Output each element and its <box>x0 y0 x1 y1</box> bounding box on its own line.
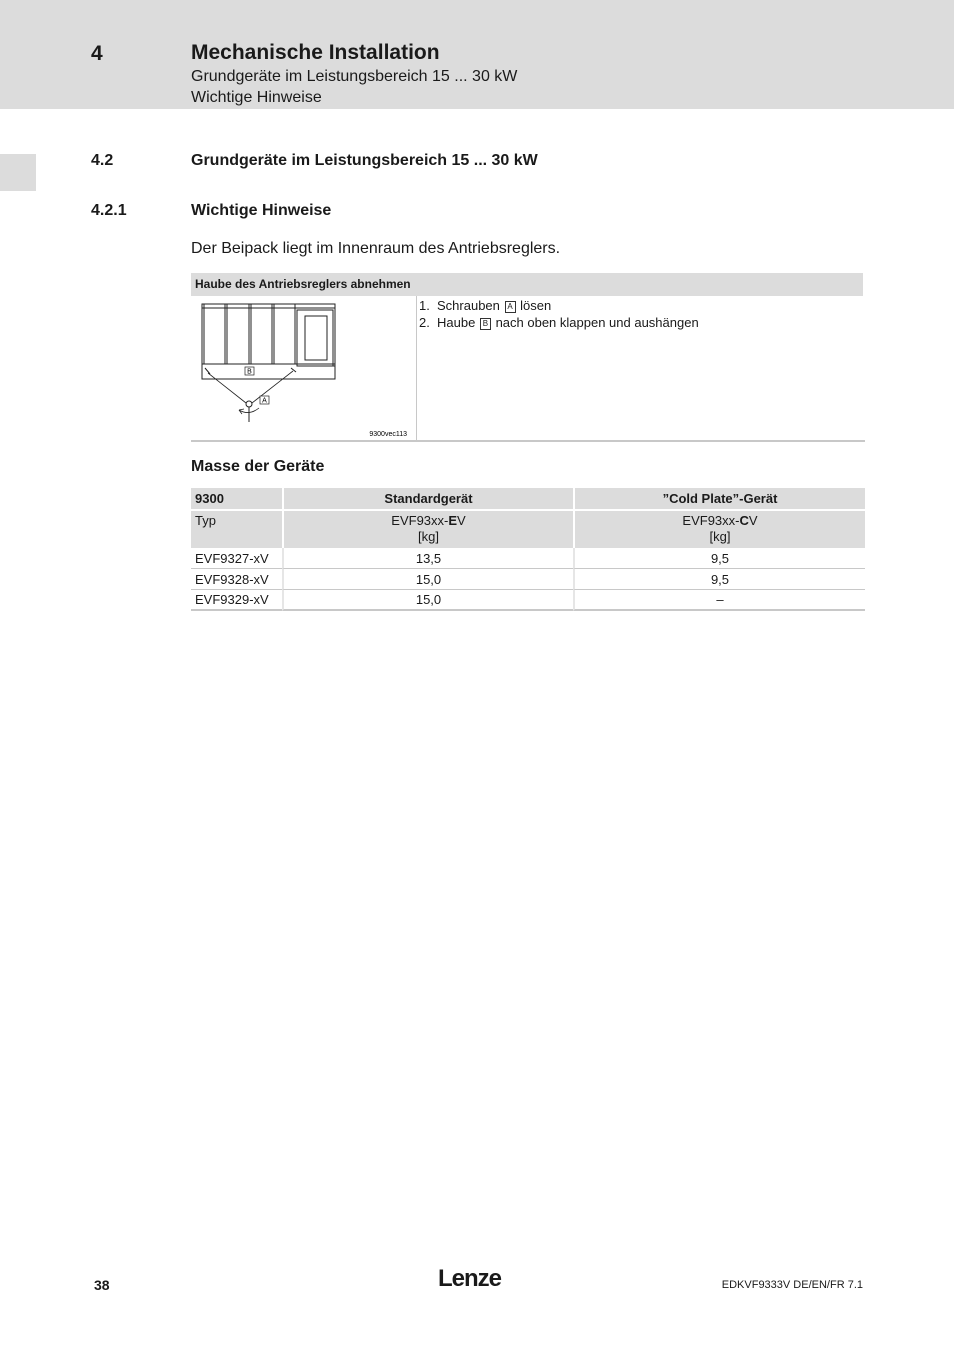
chapter-side-tab <box>0 154 36 191</box>
table-cell: 13,5 <box>282 548 573 569</box>
table-row <box>191 569 865 590</box>
masse-heading: Masse der Geräte <box>191 458 325 475</box>
key-label-a: A <box>505 301 516 313</box>
chapter-number: 4 <box>91 42 103 65</box>
subsection-number: 4.2.1 <box>91 202 127 219</box>
table-subheader: EVF93xx-EV [kg] <box>282 511 573 548</box>
chapter-subtitle-2: Wichtige Hinweise <box>191 89 322 106</box>
table-cell: – <box>573 590 865 611</box>
table-subheader: EVF93xx-CV [kg] <box>573 511 865 548</box>
section-title: Grundgeräte im Leistungsbereich 15 ... 30 kW <box>191 152 538 169</box>
table-cell: EVF9328-xV <box>191 569 282 590</box>
header-band <box>0 0 954 109</box>
table-header: ”Cold Plate”-Gerät <box>573 488 865 511</box>
document-id: EDKVF9333V DE/EN/FR 7.1 <box>721 1279 863 1291</box>
table-subheader: Typ <box>191 511 282 548</box>
step-number: 1. <box>419 298 430 313</box>
table-cell: 15,0 <box>282 569 573 590</box>
section-number: 4.2 <box>91 152 114 169</box>
table-subheader-row <box>191 511 865 548</box>
instruction-steps <box>419 297 699 331</box>
step-text: lösen <box>520 298 552 313</box>
instruction-box-divider <box>191 440 865 442</box>
table-cell: EVF9327-xV <box>191 548 282 569</box>
table-cell: 15,0 <box>282 590 573 611</box>
step-text: Haube <box>437 315 476 330</box>
chapter-subtitle: Grundgeräte im Leistungsbereich 15 ... 30 kW <box>191 68 518 85</box>
table-header: 9300 <box>191 488 282 511</box>
table-cell: 9,5 <box>573 548 865 569</box>
step-text: nach oben klappen und aushängen <box>495 315 699 330</box>
intro-text: Der Beipack liegt im Innenraum des Antriebsreglers. <box>191 240 561 257</box>
page-number: 38 <box>94 1277 110 1293</box>
step-item <box>419 314 699 331</box>
figure-label-a: A <box>262 397 267 405</box>
drive-cover-drawing <box>191 296 416 441</box>
table-row <box>191 548 865 569</box>
instruction-figure <box>191 296 417 441</box>
step-item <box>419 297 699 314</box>
table-cell: 9,5 <box>573 569 865 590</box>
chapter-title: Mechanische Installation <box>191 41 440 64</box>
figure-label-b: B <box>247 368 252 376</box>
subsection-title: Wichtige Hinweise <box>191 202 332 219</box>
table-header-row <box>191 488 865 511</box>
table-row <box>191 590 865 611</box>
instruction-box-title: Haube des Antriebsreglers abnehmen <box>191 273 863 296</box>
table-cell: EVF9329-xV <box>191 590 282 611</box>
key-label-b: B <box>480 318 491 330</box>
weights-table <box>191 488 865 611</box>
step-number: 2. <box>419 315 430 330</box>
step-text: Schrauben <box>437 298 500 313</box>
lenze-logo: Lenze <box>438 1265 502 1292</box>
figure-id: 9300vec113 <box>369 431 407 438</box>
table-header: Standardgerät <box>282 488 573 511</box>
